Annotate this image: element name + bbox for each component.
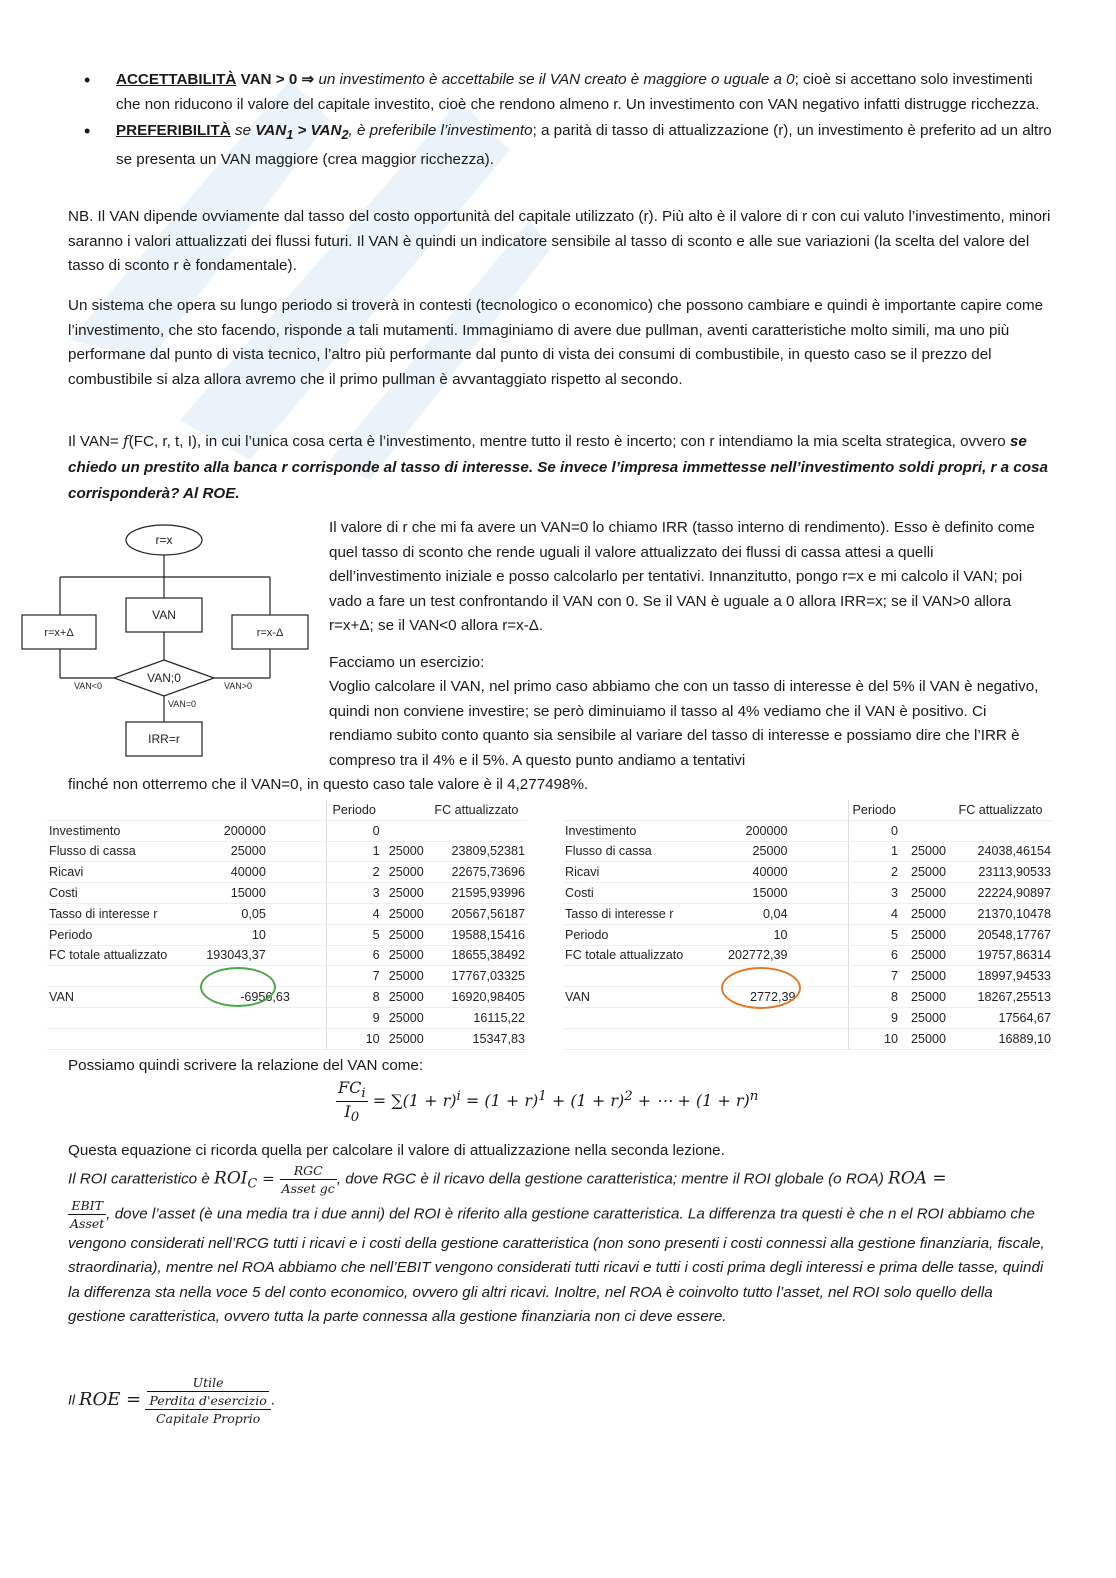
period-cell: 4 xyxy=(326,903,381,924)
period-cell: 8 xyxy=(326,987,381,1008)
fc-discounted-cell: 21370,10478 xyxy=(948,903,1053,924)
roe-top: Utile xyxy=(147,1374,268,1392)
table-row xyxy=(47,903,527,924)
period-cell: 9 xyxy=(326,1007,381,1028)
cashflow-cell: 25000 xyxy=(900,1007,948,1028)
period-cell: 4 xyxy=(848,903,900,924)
preferibilita-sub1: 1 xyxy=(286,128,294,143)
period-cell: 6 xyxy=(326,945,381,966)
table-row xyxy=(563,862,1053,883)
flow-gt-label: VAN>0 xyxy=(223,681,253,691)
period-cell: 10 xyxy=(326,1028,381,1049)
roa-den: Asset xyxy=(70,1216,105,1231)
accettabilita-text: ; cioè si accettano solo investimenti che non riducono il valore del capitale investito, cioè che rendono almeno r. Un investimento con VAN negativo infatti distrugge ricchezza. xyxy=(116,71,1040,113)
fc-discounted-cell: 22224,90897 xyxy=(948,883,1053,904)
relazione-text: Possiamo quindi scrivere la relazione del VAN come: xyxy=(68,1057,424,1074)
cashflow-cell: 25000 xyxy=(382,1028,426,1049)
period-cell: 5 xyxy=(848,924,900,945)
param-value: 0,04 xyxy=(698,903,848,924)
cashflow-cell: 25000 xyxy=(382,841,426,862)
param-label: Tasso di interesse r xyxy=(47,903,204,924)
roe-bottom: Capitale Proprio xyxy=(155,1411,261,1426)
empty-cell xyxy=(47,1007,204,1028)
empty-cell xyxy=(204,966,326,987)
flow-left-label: r=x+Δ xyxy=(44,627,74,639)
roa-symbol: ROA = xyxy=(888,1168,947,1189)
table-row xyxy=(563,903,1053,924)
cashflow-cell: 25000 xyxy=(382,966,426,987)
period-cell: 0 xyxy=(326,820,381,841)
table-row xyxy=(563,820,1053,841)
nb-paragraph: NB. Il VAN dipende ovviamente dal tasso del costo opportunità del capitale utilizzato (r). Più alto è il valore di r con cui valuto l’investimento, minori saranno i valori attualizzati dei flussi futuri. Il VAN è quindi un indicatore sensibile al tasso di sconto e alle sue variazioni (la scelta del valore del tasso di sconto r è fondamentale). xyxy=(68,208,1051,275)
van-args: (FC, r, t, I), in cui l’unica cosa certa è l’investimento, mentre tutto il resto è incerto; con r intendiamo la mia scelta strategica, ovvero xyxy=(128,433,1010,450)
period-cell: 3 xyxy=(326,883,381,904)
bullet-accettabilita xyxy=(70,68,1055,117)
fc-discounted-cell: 18997,94533 xyxy=(948,966,1053,987)
roe-mid: Perdita d'esercizio xyxy=(149,1393,267,1408)
roi-mid: , dove RGC è il ricavo della gestione caratteristica; mentre il ROI globale (o ROA) xyxy=(336,1170,889,1188)
fc-discounted-cell: 15347,83 xyxy=(426,1028,527,1049)
header-fc: FC attualizzato xyxy=(426,800,527,820)
table-row xyxy=(563,883,1053,904)
preferibilita-cond-pre: se xyxy=(230,122,256,140)
table-header-row xyxy=(563,800,1053,820)
period-cell: 1 xyxy=(848,841,900,862)
empty-cell xyxy=(563,800,698,820)
param-value: 10 xyxy=(698,924,848,945)
flow-van-label: VAN xyxy=(152,608,176,622)
table-van-4-percent xyxy=(563,800,1053,1050)
fc-discounted-cell: 19757,86314 xyxy=(948,945,1053,966)
formula-rhs-sup: i xyxy=(456,1088,461,1104)
fc-discounted-cell: 18655,38492 xyxy=(426,945,527,966)
fc-discounted-cell: 16889,10 xyxy=(948,1028,1053,1049)
preferibilita-italic: , è preferibile l’investimento xyxy=(348,122,533,140)
preferibilita-sub2: 2 xyxy=(341,128,349,143)
preferibilita-van2: > VAN xyxy=(293,122,342,140)
fc-discounted-cell: 17564,67 xyxy=(948,1007,1053,1028)
table-row xyxy=(563,1028,1053,1049)
roi-rest: , dove l’asset (è una media tra i due anni) del ROI è riferito alla gestione caratteristica. La differenza tra questi è che n el ROI abbiamo che vengono considerati nell’RCG tutti i ricavi e i costi della gestione caratteristica (non sono presenti i costi connessi alla gestione finanziaria, fiscale, straordinaria), mentre nel ROA abbiamo che nell’EBIT vengono considerati tutti ricavi e tutti i costi prima degli interessi e prima delle tasse, quindi la differenza sta nella voce 5 del conto economico, ovvero gli altri ricavi. Inoltre, nel ROA è coinvolto tutto l’asset, nel ROI solo quello della gestione caratteristica, ovvero tutta la parte connessa alla gestione finanziaria non ci deve essere. xyxy=(68,1205,1045,1326)
van-label: VAN xyxy=(563,987,698,1008)
param-label: Flusso di cassa xyxy=(47,841,204,862)
table-row xyxy=(563,924,1053,945)
formula-num-sub: i xyxy=(361,1086,366,1102)
flow-lt-label: VAN<0 xyxy=(73,681,103,691)
accettabilita-italic: un investimento è accettabile se il VAN creato è maggiore o uguale a 0 xyxy=(318,71,795,88)
param-value: 25000 xyxy=(204,841,326,862)
roe-formula: Il ROE = $\frac{\frac{\text{Utile}}{\text{Perdita d'esercizio}}}{\text{Capitale Proprio}}$ . xyxy=(68,1375,276,1426)
table-row xyxy=(563,945,1053,966)
param-label: FC totale attualizzato xyxy=(563,945,698,966)
param-label: Investimento xyxy=(563,820,698,841)
param-value: 200000 xyxy=(698,820,848,841)
cashflow-cell xyxy=(382,820,426,841)
empty-cell xyxy=(900,800,948,820)
table-row xyxy=(47,924,527,945)
fc-discounted-cell: 16115,22 xyxy=(426,1007,527,1028)
equazione-text: Questa equazione ci ricorda quella per calcolare il valore di attualizzazione nella seconda lezione. xyxy=(68,1142,725,1159)
cashflow-cell: 25000 xyxy=(382,883,426,904)
param-value: 40000 xyxy=(698,862,848,883)
period-cell: 1 xyxy=(326,841,381,862)
param-label: FC totale attualizzato xyxy=(47,945,204,966)
flow-decision-label: VAN;0 xyxy=(147,671,181,685)
fc-discounted-cell: 21595,93996 xyxy=(426,883,527,904)
param-label: Flusso di cassa xyxy=(563,841,698,862)
formula-sup1: 1 xyxy=(538,1088,547,1104)
bullet-preferibilita xyxy=(70,119,1055,172)
flow-end-label: IRR=r xyxy=(148,732,180,746)
table-header-row xyxy=(47,800,527,820)
period-cell: 2 xyxy=(326,862,381,883)
esercizio-tail: finché non otterremo che il VAN=0, in questo caso tale valore è il 4,277498%. xyxy=(68,776,589,793)
header-periodo: Periodo xyxy=(326,800,381,820)
empty-cell xyxy=(698,1007,848,1028)
header-periodo: Periodo xyxy=(848,800,900,820)
empty-cell xyxy=(698,1028,848,1049)
roe-symbol: ROE = xyxy=(78,1389,142,1411)
van-bold-italic: se chiedo un prestito alla banca r corrisponde al tasso di interesse. Se invece l’impresa immettesse nell’investimento soldi propri, r a cosa corrisponderà? Al ROE. xyxy=(68,433,1048,502)
empty-cell xyxy=(698,800,848,820)
table-row xyxy=(563,841,1053,862)
cashflow-cell: 25000 xyxy=(382,945,426,966)
cashflow-cell: 25000 xyxy=(900,841,948,862)
empty-cell xyxy=(47,800,204,820)
fc-discounted-cell: 24038,46154 xyxy=(948,841,1053,862)
accettabilita-condition: VAN > 0 ⇒ xyxy=(236,71,319,88)
cashflow-cell: 25000 xyxy=(900,924,948,945)
param-label: Ricavi xyxy=(563,862,698,883)
formula-rhs3: + (1 + r) xyxy=(546,1091,625,1111)
param-label: Investimento xyxy=(47,820,204,841)
cashflow-cell: 25000 xyxy=(900,966,948,987)
van-paragraph xyxy=(68,428,1053,507)
cashflow-cell: 25000 xyxy=(900,862,948,883)
cashflow-cell: 25000 xyxy=(382,862,426,883)
period-cell: 10 xyxy=(848,1028,900,1049)
cashflow-cell: 25000 xyxy=(900,1028,948,1049)
roa-fraction xyxy=(68,1197,106,1232)
table-van-5-percent xyxy=(47,800,527,1050)
cashflow-cell: 25000 xyxy=(900,987,948,1008)
param-label: Ricavi xyxy=(47,862,204,883)
table-row xyxy=(47,820,527,841)
param-label: Costi xyxy=(47,883,204,904)
irr-paragraph: Il valore di r che mi fa avere un VAN=0 lo chiamo IRR (tasso interno di rendimento). Esso è definito come quel tasso di sconto che rende uguali il valore attualizzato dei flussi di cassa attesi a quelli dell’investimento iniziale e posso calcolarlo per tentativi. Innanzitutto, pongo r=x e mi calcolo il VAN; poi vado a fare un test confrontando il VAN con 0. Se il VAN è uguale a 0 allora IRR=x; se il VAN>0 allora r=x+Δ; se il VAN<0 allora r=x-Δ. xyxy=(329,519,1035,635)
fc-discounted-cell xyxy=(948,820,1053,841)
param-value: 200000 xyxy=(204,820,326,841)
flow-right-label: r=x-Δ xyxy=(256,627,284,639)
empty-cell xyxy=(563,966,698,987)
param-value: 40000 xyxy=(204,862,326,883)
period-cell: 5 xyxy=(326,924,381,945)
empty-cell xyxy=(563,1007,698,1028)
irr-flowchart xyxy=(20,515,320,767)
fc-discounted-cell: 23809,52381 xyxy=(426,841,527,862)
empty-cell xyxy=(563,1028,698,1049)
table-row xyxy=(47,841,527,862)
roi-paragraph xyxy=(68,1162,1053,1330)
roe-intro: Il xyxy=(68,1391,79,1408)
roe-fraction xyxy=(145,1374,270,1427)
preferibilita-text: ; a parità di tasso di attualizzazione (r), un investimento è preferito ad un altro se presenta un VAN maggiore (crea maggior ricchezza). xyxy=(116,122,1052,168)
flow-start-label: r=x xyxy=(155,533,173,547)
roic-sub: C xyxy=(247,1175,258,1191)
formula-sup2: 2 xyxy=(624,1088,633,1104)
empty-cell xyxy=(698,966,848,987)
cashflow-cell: 25000 xyxy=(900,883,948,904)
param-value: 202772,39 xyxy=(698,945,848,966)
table-row xyxy=(563,987,1053,1008)
sistema-paragraph: Un sistema che opera su lungo periodo si troverà in contesti (tecnologico o economico) che possono cambiare e quindi è importante capire come l’investimento, che sto facendo, risponde a tali mutamenti. Immaginiamo di avere due pullman, aventi caratteristiche molto simili, ma uno più performane dal punto di vista tecnico, l’altro più performante dal punto di vista dei consumi di combustibile, in questo caso se il prezzo del combustibile si alza allora avremo che il primo pullman è avvantaggiato rispetto al secondo. xyxy=(68,297,1044,388)
table-row xyxy=(47,945,527,966)
van-function-f: f xyxy=(123,432,129,450)
roa-num: EBIT xyxy=(68,1197,106,1215)
param-value: 193043,37 xyxy=(204,945,326,966)
fc-discounted-cell: 19588,15416 xyxy=(426,924,527,945)
param-value: 0,05 xyxy=(204,903,326,924)
cashflow-cell: 25000 xyxy=(382,903,426,924)
preferibilita-van1: VAN xyxy=(255,122,287,140)
roic-fraction xyxy=(280,1162,337,1197)
criteria-list xyxy=(70,68,1055,174)
fc-discounted-cell: 18267,25513 xyxy=(948,987,1053,1008)
param-value: 25000 xyxy=(698,841,848,862)
cashflow-cell: 25000 xyxy=(382,924,426,945)
cashflow-cell: 25000 xyxy=(382,987,426,1008)
period-cell: 0 xyxy=(848,820,900,841)
table-row xyxy=(47,862,527,883)
param-value: 10 xyxy=(204,924,326,945)
van-value: 2772,39 xyxy=(698,987,848,1008)
esercizio-title: Facciamo un esercizio: xyxy=(329,654,485,671)
period-cell: 3 xyxy=(848,883,900,904)
param-label: Periodo xyxy=(47,924,204,945)
esercizio-paragraph: Voglio calcolare il VAN, nel primo caso abbiamo che con un tasso di interesse è del 5% il VAN è negativo, quindi non conviene investire; se però diminuiamo il tasso al 4% vediamo che il VAN è positivo. Ci rendiamo subito conto quanto sia sensibile al variare del tasso di interesse e possiamo dire che l’IRR è compreso tra il 4% e il 5%. A questo punto andiamo a tentativi xyxy=(329,678,1039,769)
roic-den: Asset gc xyxy=(281,1181,335,1196)
fc-discounted-cell xyxy=(426,820,527,841)
table-row xyxy=(47,987,527,1008)
header-fc: FC attualizzato xyxy=(948,800,1053,820)
van-formula xyxy=(336,1078,758,1125)
accettabilita-label: ACCETTABILITÀ xyxy=(116,71,237,88)
flow-eq-label: VAN=0 xyxy=(167,699,197,709)
param-label: Costi xyxy=(563,883,698,904)
table-row xyxy=(563,966,1053,987)
fc-discounted-cell: 20567,56187 xyxy=(426,903,527,924)
roi-intro: Il ROI caratteristico è xyxy=(68,1170,215,1188)
cashflow-cell: 25000 xyxy=(900,945,948,966)
van-label: VAN xyxy=(47,987,204,1008)
fc-discounted-cell: 20548,17767 xyxy=(948,924,1053,945)
table-row xyxy=(47,883,527,904)
preferibilita-label: PREFERIBILITÀ xyxy=(116,122,231,140)
empty-cell xyxy=(382,800,426,820)
period-cell: 2 xyxy=(848,862,900,883)
formula-den: I xyxy=(344,1102,351,1122)
empty-cell xyxy=(204,1007,326,1028)
van-value: -6956,63 xyxy=(204,987,326,1008)
empty-cell xyxy=(47,966,204,987)
formula-rhs: = ∑(1 + r) xyxy=(372,1091,457,1111)
fc-discounted-cell: 23113,90533 xyxy=(948,862,1053,883)
formula-num: FC xyxy=(338,1078,362,1097)
param-value: 15000 xyxy=(204,883,326,904)
table-row xyxy=(563,1007,1053,1028)
cashflow-cell: 25000 xyxy=(900,903,948,924)
table-row xyxy=(47,966,527,987)
formula-supn: n xyxy=(749,1088,759,1104)
roic-eq: = xyxy=(257,1169,280,1188)
van-intro: Il VAN= xyxy=(68,433,124,450)
cashflow-cell xyxy=(900,820,948,841)
fc-discounted-cell: 17767,03325 xyxy=(426,966,527,987)
formula-rhs4: + ⋯ + (1 + r) xyxy=(632,1091,750,1111)
empty-cell xyxy=(204,1028,326,1049)
roic-symbol: ROI xyxy=(214,1168,248,1189)
table-row xyxy=(47,1028,527,1049)
formula-den-sub: 0 xyxy=(350,1110,360,1126)
fc-discounted-cell: 22675,73696 xyxy=(426,862,527,883)
period-cell: 7 xyxy=(848,966,900,987)
period-cell: 8 xyxy=(848,987,900,1008)
cashflow-cell: 25000 xyxy=(382,1007,426,1028)
param-value: 15000 xyxy=(698,883,848,904)
formula-fraction xyxy=(336,1078,368,1125)
period-cell: 9 xyxy=(848,1007,900,1028)
fc-discounted-cell: 16920,98405 xyxy=(426,987,527,1008)
table-row xyxy=(47,1007,527,1028)
formula-rhs2: = (1 + r) xyxy=(460,1091,539,1111)
period-cell: 7 xyxy=(326,966,381,987)
param-label: Tasso di interesse r xyxy=(563,903,698,924)
param-label: Periodo xyxy=(563,924,698,945)
empty-cell xyxy=(204,800,326,820)
period-cell: 6 xyxy=(848,945,900,966)
empty-cell xyxy=(47,1028,204,1049)
roic-num: RGC xyxy=(280,1162,337,1180)
